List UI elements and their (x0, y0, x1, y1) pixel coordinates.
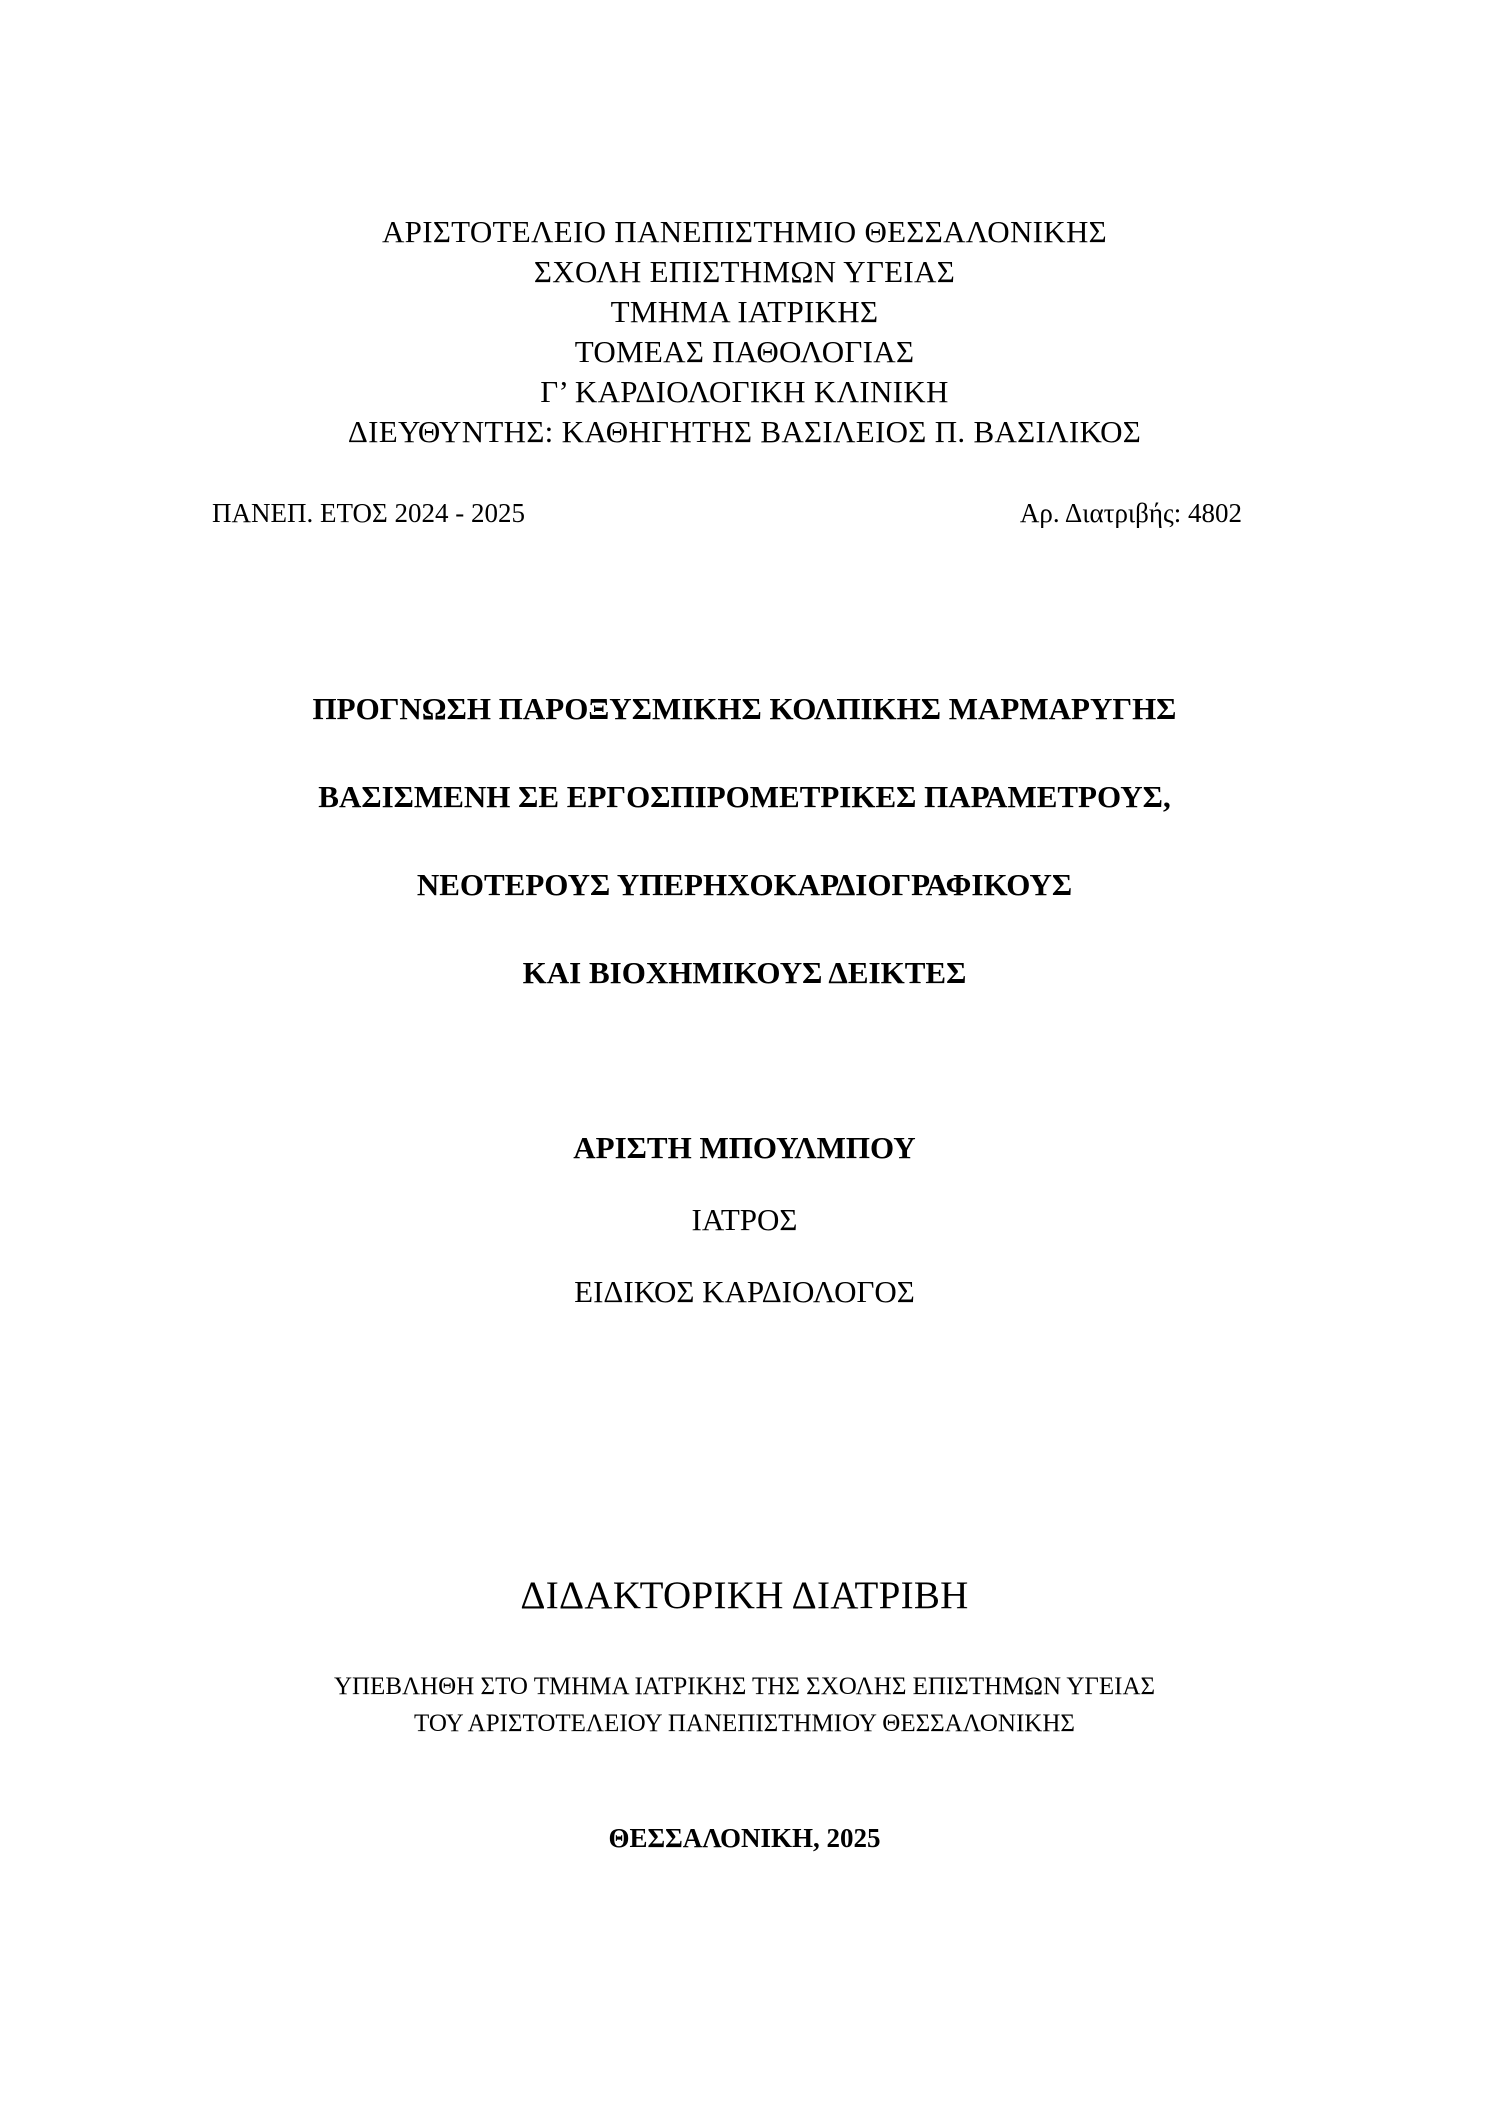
author-block (0, 1128, 1489, 1344)
school-name: ΣΧΟΛΗ ΕΠΙΣΤΗΜΩΝ ΥΓΕΙΑΣ (533, 254, 956, 289)
title-line: ΝΕΟΤΕΡΟΥΣ ΥΠΕΡΗΧΟΚΑΡΔΙΟΓΡΑΦΙΚΟΥΣ (416, 867, 1073, 902)
author-profession: ΙΑΤΡΟΣ (691, 1202, 798, 1237)
place-and-year: ΘΕΣΣΑΛΟΝΙΚΗ, 2025 (608, 1823, 881, 1853)
thesis-number: Αρ. Διατριβής: 4802 (1019, 498, 1242, 528)
title-line: ΠΡΟΓΝΩΣΗ ΠΑΡΟΞΥΣΜΙΚΗΣ ΚΟΛΠΙΚΗΣ ΜΑΡΜΑΡΥΓΗΣ (312, 691, 1177, 726)
submission-statement (0, 1668, 1489, 1742)
director-line: ΔΙΕΥΘΥΝΤΗΣ: ΚΑΘΗΓΗΤΗΣ ΒΑΣΙΛΕΙΟΣ Π. ΒΑΣΙΛΙΚΟΣ (347, 414, 1142, 449)
thesis-title (0, 689, 1489, 1041)
submission-line: ΥΠΕΒΛΗΘΗ ΣΤΟ ΤΜΗΜΑ ΙΑΤΡΙΚΗΣ ΤΗΣ ΣΧΟΛΗΣ ΕΠΙΣΤΗΜΩΝ ΥΓΕΙΑΣ (333, 1673, 1156, 1700)
clinic-name: Γ’ ΚΑΡΔΙΟΛΟΓΙΚΗ ΚΛΙΝΙΚΗ (540, 374, 949, 409)
academic-year: ΠΑΝΕΠ. ΕΤΟΣ 2024 - 2025 (212, 498, 525, 528)
author-specialty: ΕΙΔΙΚΟΣ ΚΑΡΔΙΟΛΟΓΟΣ (574, 1274, 915, 1309)
submission-line: ΤΟΥ ΑΡΙΣΤΟΤΕΛΕΙΟΥ ΠΑΝΕΠΙΣΤΗΜΙΟΥ ΘΕΣΣΑΛΟΝΙΚΗΣ (414, 1710, 1075, 1737)
title-line: ΒΑΣΙΣΜΕΝΗ ΣΕ ΕΡΓΟΣΠΙΡΟΜΕΤΡΙΚΕΣ ΠΑΡΑΜΕΤΡΟΥΣ, (318, 779, 1171, 814)
university-name: ΑΡΙΣΤΟΤΕΛΕΙΟ ΠΑΝΕΠΙΣΤΗΜΙΟ ΘΕΣΣΑΛΟΝΙΚΗΣ (381, 214, 1108, 249)
title-line: ΚΑΙ ΒΙΟΧΗΜΙΚΟΥΣ ΔΕΙΚΤΕΣ (522, 955, 967, 990)
author-name: ΑΡΙΣΤΗ ΜΠΟΥΛΜΠΟΥ (573, 1130, 916, 1165)
department-name: ΤΜΗΜΑ ΙΑΤΡΙΚΗΣ (610, 294, 879, 329)
thesis-type: ΔΙΔΑΚΤΟΡΙΚΗ ΔΙΑΤΡΙΒΗ (520, 1574, 969, 1617)
institution-header (0, 212, 1489, 452)
sector-name: ΤΟΜΕΑΣ ΠΑΘΟΛΟΓΙΑΣ (574, 334, 915, 369)
